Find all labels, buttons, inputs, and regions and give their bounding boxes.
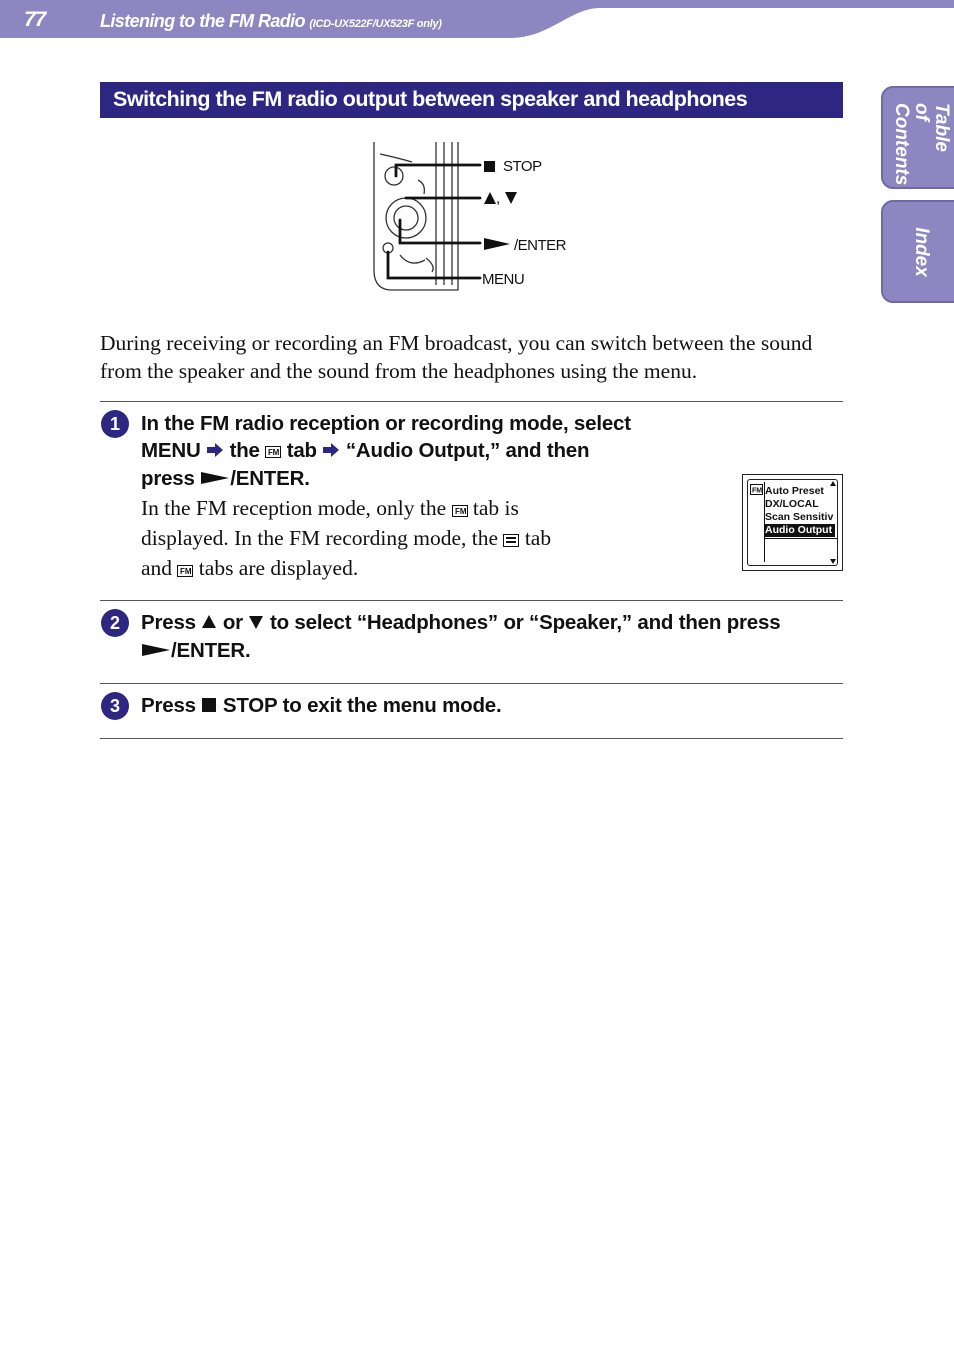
step-2-press: Press	[141, 611, 196, 634]
lcd-menu-item: Auto Preset	[765, 485, 824, 497]
page-number: 77	[24, 8, 46, 31]
step-1-enter: /ENTER.	[230, 467, 310, 491]
up-arrow-icon	[201, 610, 217, 637]
up-down-label: ,	[496, 190, 500, 207]
lcd-scrollbar	[830, 481, 836, 565]
toc-label: Table of Contents	[891, 102, 952, 185]
step-1-number: 1	[101, 410, 129, 438]
lcd-list-bottom	[764, 538, 837, 539]
step-1-tab: tab	[286, 439, 317, 462]
svg-text:FM: FM	[454, 507, 467, 517]
step-3-number: 3	[101, 692, 129, 720]
chapter-title-text: Listening to the FM Radio	[100, 11, 305, 31]
chapter-title	[100, 11, 442, 32]
arrow-right-icon	[322, 438, 340, 465]
index-tab[interactable]	[881, 200, 954, 303]
divider	[100, 738, 843, 739]
menu-label: MENU	[482, 271, 525, 288]
step-2-enter: /ENTER.	[171, 639, 251, 663]
page-header	[0, 0, 954, 40]
step-1-press: press	[141, 467, 195, 491]
fm-tab-icon	[750, 484, 764, 496]
down-arrow-icon	[248, 610, 264, 637]
step-1-body-2b: tab	[524, 526, 552, 551]
divider	[100, 683, 843, 684]
divider	[100, 401, 843, 402]
section-title-bar	[100, 82, 843, 118]
step-3-press: Press	[141, 694, 196, 717]
step-1-line1: In the FM radio reception or recording mode, select	[141, 412, 631, 435]
fm-tab-icon	[265, 438, 281, 465]
lcd-menu-item: Scan Sensitiv	[765, 511, 834, 523]
play-icon	[141, 638, 171, 665]
step-2-instruction	[141, 609, 841, 665]
arrow-right-icon	[206, 438, 224, 465]
lcd-menu-item: DX/LOCAL	[765, 498, 819, 510]
step-2-or: or	[222, 611, 243, 634]
play-icon	[200, 466, 230, 493]
lcd-screen	[742, 474, 843, 571]
step-1-body-1a: In the FM reception mode, only the	[141, 496, 447, 520]
index-tab-label: Index	[911, 226, 932, 277]
table-of-contents-tab[interactable]	[881, 86, 954, 189]
enter-label: /ENTER	[514, 237, 567, 254]
fm-tab-icon	[452, 496, 468, 524]
stop-icon	[201, 693, 217, 720]
step-2-number: 2	[101, 609, 129, 637]
record-tab-icon	[503, 526, 519, 554]
step-2-rest: to select “Headphones” or “Speaker,” and then press	[269, 611, 781, 634]
lcd-menu-item-selected: Audio Output	[765, 524, 835, 537]
svg-text:FM: FM	[180, 567, 192, 577]
table-of-contents-tab-label	[891, 102, 952, 185]
step-1-instruction	[141, 410, 701, 493]
fm-tab-icon	[177, 556, 193, 584]
stop-label: STOP	[503, 158, 542, 175]
svg-text:FM: FM	[268, 448, 280, 458]
intro-paragraph: During receiving or recording an FM broadcast, you can switch between the sound from the speaker and the sound from the headphones using the menu.	[100, 331, 813, 383]
svg-text:FM: FM	[752, 487, 763, 495]
step-1-body-2a: displayed. In the FM recording mode, the	[141, 526, 499, 551]
step-1-body-1b: tab is	[472, 496, 519, 520]
step-1-menu: MENU	[141, 439, 201, 462]
divider	[100, 600, 843, 601]
step-3-instruction	[141, 692, 841, 720]
device-illustration	[370, 140, 570, 310]
section-title: Switching the FM radio output between speaker and headphones	[113, 87, 748, 111]
step-1-audio-output: “Audio Output,” and then	[345, 439, 590, 462]
step-1-description	[141, 494, 721, 584]
chapter-title-suffix: (ICD-UX522F/UX523F only)	[309, 18, 442, 30]
step-1-body-3a: and	[141, 556, 173, 581]
step-1-the: the	[229, 439, 260, 462]
lcd-display	[747, 479, 838, 566]
step-3-rest: STOP to exit the menu mode.	[222, 694, 502, 717]
step-1-body-3b: tabs are displayed.	[198, 556, 359, 581]
